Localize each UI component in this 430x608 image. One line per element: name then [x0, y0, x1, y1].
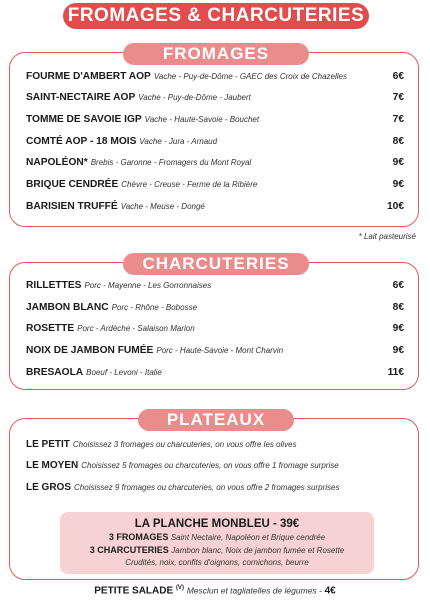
cheese-item — [26, 199, 404, 215]
item-name: COMTÉ AOP - 18 MOIS — [26, 136, 137, 147]
item-price: 9€ — [392, 323, 404, 334]
cheese-item — [26, 177, 404, 193]
cheese-item — [26, 155, 404, 171]
planche-cheeses-desc: Saint Nectaire, Napoléon et Brique cendrée — [170, 533, 326, 542]
petite-salade — [0, 585, 430, 596]
cheese-item — [26, 134, 404, 150]
plateaux-heading: PLATEAUX — [138, 409, 294, 431]
fromages-heading: FROMAGES — [123, 43, 309, 65]
item-desc: Brebis - Garonne - Fromagers du Mont Royal — [90, 158, 252, 167]
item-name: SAINT-NECTAIRE AOP — [26, 92, 136, 103]
item-price: 6€ — [392, 71, 404, 82]
item-desc: Porc - Ardèche - Salaison Marion — [77, 324, 195, 333]
item-desc: Porc - Rhône - Bobosse — [111, 303, 198, 312]
item-name: LE MOYEN — [26, 460, 79, 471]
item-desc: Choisissez 5 fromages ou charcuteries, on vous offre 1 fromage surprise — [81, 461, 339, 470]
item-name: FOURME D'AMBERT AOP — [26, 71, 151, 82]
cheese-item — [26, 90, 404, 106]
item-name: BARISIEN TRUFFÉ — [26, 201, 118, 212]
item-price: 8€ — [392, 302, 404, 313]
item-desc: Vache - Puy-de-Dôme - Jaubert — [138, 93, 251, 102]
salade-desc: Mesclun et tagliatelles de légumes - — [186, 585, 322, 596]
planche-box — [60, 512, 374, 574]
item-desc: Porc - Haute-Savoie - Mont Charvin — [156, 346, 284, 355]
item-price: 7€ — [392, 114, 404, 125]
planche-title: LA PLANCHE MONBLEU - 39€ — [134, 518, 300, 530]
item-name: NAPOLÉON* — [26, 157, 88, 168]
planche-cheeses-label: 3 FROMAGES — [108, 532, 169, 542]
item-name: TOMME DE SAVOIE IGP — [26, 114, 142, 125]
item-price: 9€ — [392, 179, 404, 190]
salade-name: PETITE SALADE — [94, 585, 174, 597]
platter-item — [26, 437, 297, 453]
charcuterie-item — [26, 278, 404, 294]
charcuterie-item — [26, 365, 404, 381]
item-name: ROSETTE — [26, 323, 75, 334]
item-price: 9€ — [392, 345, 404, 356]
cheese-item — [26, 112, 404, 128]
item-price: 9€ — [392, 157, 404, 168]
item-desc: Vache - Meuse - Dongé — [120, 202, 205, 211]
salade-price: 4€ — [324, 585, 336, 597]
planche-charcuteries-label: 3 CHARCUTERIES — [89, 545, 169, 555]
item-desc: Vache - Haute-Savoie - Bouchet — [144, 115, 260, 124]
item-desc: Boeuf - Levoni - Italie — [86, 368, 162, 377]
vegetarian-mark: (V) — [175, 585, 184, 591]
item-desc: Chèvre - Creuse - Ferme de la Ribière — [121, 180, 258, 189]
item-desc: Vache - Jura - Arnaud — [139, 137, 218, 146]
charcuteries-heading: CHARCUTERIES — [123, 253, 309, 275]
planche-charcuteries-desc: Jambon blanc, Noix de jambon fumée et Rosette — [171, 546, 345, 555]
item-price: 6€ — [392, 280, 404, 291]
charcuterie-item — [26, 321, 404, 337]
cheese-item — [26, 69, 404, 85]
planche-charcuteries — [60, 544, 374, 557]
item-name: JAMBON BLANC — [26, 302, 109, 313]
item-desc: Choisissez 9 fromages ou charcuteries, on vous offre 2 fromages surprises — [74, 483, 340, 492]
platter-item — [26, 480, 339, 496]
item-price: 7€ — [392, 92, 404, 103]
planche-cheeses — [60, 531, 374, 544]
item-price: 8€ — [392, 136, 404, 147]
item-name: BRIQUE CENDRÉE — [26, 179, 119, 190]
item-price: 10€ — [387, 201, 404, 212]
item-price: 11€ — [387, 367, 404, 378]
item-desc: Porc - Mayenne - Les Gorronnaises — [84, 281, 212, 290]
item-name: LE PETIT — [26, 439, 70, 450]
item-name: LE GROS — [26, 482, 72, 493]
menu-title: FROMAGES & CHARCUTERIES — [63, 3, 369, 29]
item-name: NOIX DE JAMBON FUMÉE — [26, 345, 154, 356]
item-desc: Vache - Puy-de-Dôme - GAEC des Croix de Chazelles — [153, 72, 347, 81]
item-name: RILLETTES — [26, 280, 82, 291]
item-desc: Choisissez 3 fromages ou charcuteries, on vous offre les olives — [72, 440, 297, 449]
platter-item — [26, 458, 339, 474]
charcuterie-item — [26, 300, 404, 316]
charcuterie-item — [26, 343, 404, 359]
pasteurized-note: * Lait pasteurisé — [358, 232, 416, 241]
item-name: BRESAOLA — [26, 367, 84, 378]
planche-extras: Crudités, noix, confits d'oignons, cornichons, beurre — [125, 558, 309, 567]
